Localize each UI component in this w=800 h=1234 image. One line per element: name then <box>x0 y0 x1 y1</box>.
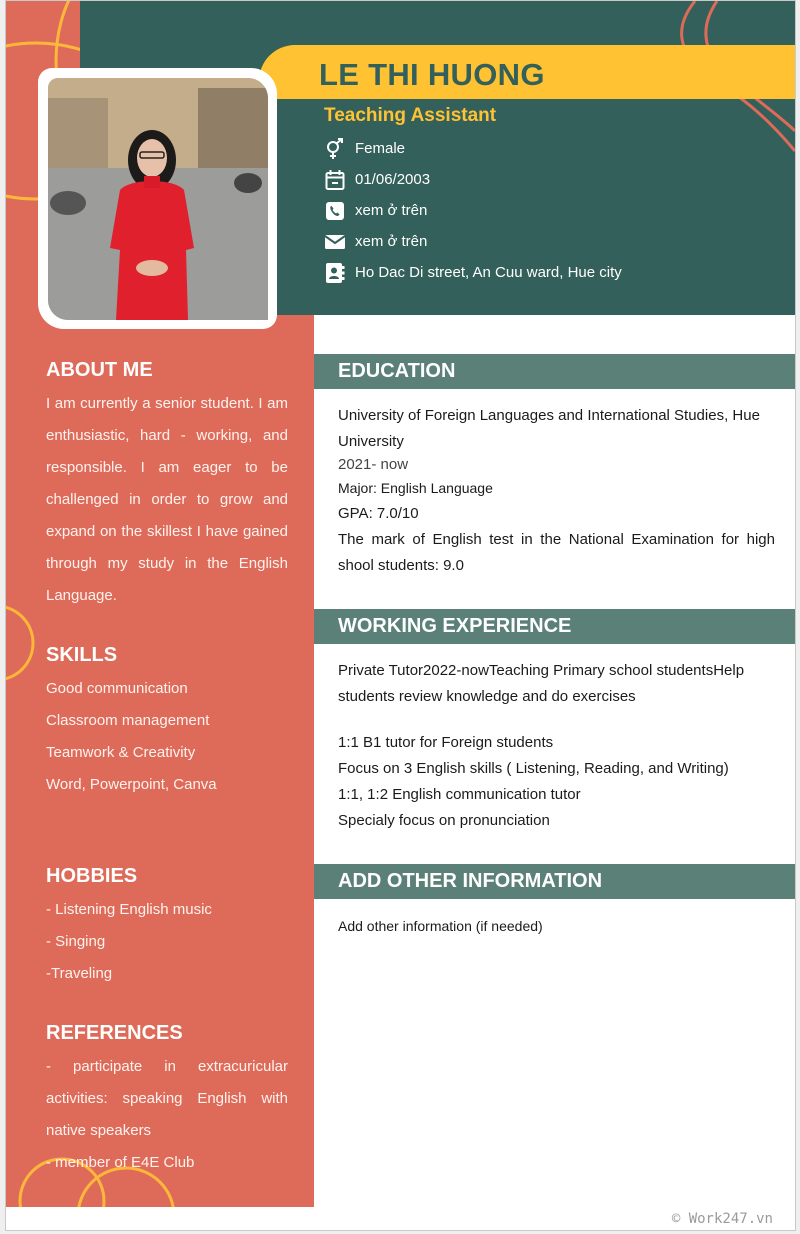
address-book-icon <box>324 262 346 284</box>
experience-item: Focus on 3 English skills ( Listening, Reading, and Writing) <box>338 760 729 777</box>
education-major: Major: English Language <box>338 480 493 496</box>
job-title: Teaching Assistant <box>324 105 497 126</box>
skill-item: Classroom management <box>46 712 210 729</box>
experience-item: 1:1 B1 tutor for Foreign students <box>338 734 554 751</box>
gender-value: Female <box>355 140 406 157</box>
profile-photo <box>48 78 268 320</box>
address-value: Ho Dac Di street, An Cuu ward, Hue city <box>355 264 622 281</box>
hobbies-heading: HOBBIES <box>46 865 138 887</box>
about-me-heading: ABOUT ME <box>46 359 153 381</box>
experience-item: 1:1, 1:2 English communication tutor <box>338 786 581 803</box>
other-info-text: Add other information (if needed) <box>338 918 543 934</box>
experience-section <box>314 609 795 834</box>
skill-item: Teamwork & Creativity <box>46 744 196 761</box>
education-period: 2021- now <box>338 456 409 473</box>
experience-item: Specialy focus on pronunciation <box>338 812 550 829</box>
skills-heading: SKILLS <box>46 644 118 666</box>
gender-icon <box>324 138 346 160</box>
references-heading: REFERENCES <box>46 1022 183 1044</box>
email-value: xem ở trên <box>355 233 428 250</box>
contact-email <box>324 226 622 257</box>
calendar-icon <box>324 169 346 191</box>
hobby-item: - Singing <box>46 933 106 950</box>
phone-icon <box>324 200 346 222</box>
contact-list <box>324 133 622 288</box>
full-name: LE THI HUONG <box>319 57 545 92</box>
education-gpa: GPA: 7.0/10 <box>338 505 419 522</box>
envelope-icon <box>324 231 346 253</box>
experience-entry: Private Tutor2022-nowTeaching Primary school studentsHelp students review knowledge and do exercises <box>338 662 745 705</box>
about-me-section <box>46 359 288 612</box>
contact-address <box>324 257 622 288</box>
name-banner <box>259 45 795 99</box>
education-school: University of Foreign Languages and International Studies, Hue University <box>338 407 760 450</box>
hobbies-section <box>46 865 288 990</box>
hobby-item: -Traveling <box>46 965 113 982</box>
contact-gender <box>324 133 622 164</box>
about-me-text: I am currently a senior student. I am enthusiastic, hard - working, and responsible. I am eager to be challenged in order to grow and expand on the skillest I have gained through my study in the English Language. <box>46 395 288 604</box>
education-exam-note: The mark of English test in the National Examination for high shool students: 9.0 <box>338 531 775 574</box>
skills-section <box>46 644 288 801</box>
skill-item: Word, Powerpoint, Canva <box>46 776 217 793</box>
education-heading: EDUCATION <box>314 354 795 389</box>
portrait-placeholder-graphic <box>48 78 268 320</box>
contact-phone <box>324 195 622 226</box>
phone-value: xem ở trên <box>355 202 428 219</box>
other-info-heading: ADD OTHER INFORMATION <box>314 864 795 899</box>
experience-heading: WORKING EXPERIENCE <box>314 609 795 644</box>
references-section <box>46 1022 288 1179</box>
birthdate-value: 01/06/2003 <box>355 171 431 188</box>
reference-item: - member of E4E Club <box>46 1154 195 1171</box>
skill-item: Good communication <box>46 680 188 697</box>
photo-frame <box>38 68 277 329</box>
cv-page <box>5 0 796 1231</box>
watermark: © Work247.vn <box>671 1211 773 1227</box>
reference-item: - participate in extracuricular activities: speaking English with native speakers <box>46 1058 288 1139</box>
hobby-item: - Listening English music <box>46 901 212 918</box>
other-info-section <box>314 864 795 937</box>
education-section <box>314 354 795 579</box>
contact-birthdate <box>324 164 622 195</box>
